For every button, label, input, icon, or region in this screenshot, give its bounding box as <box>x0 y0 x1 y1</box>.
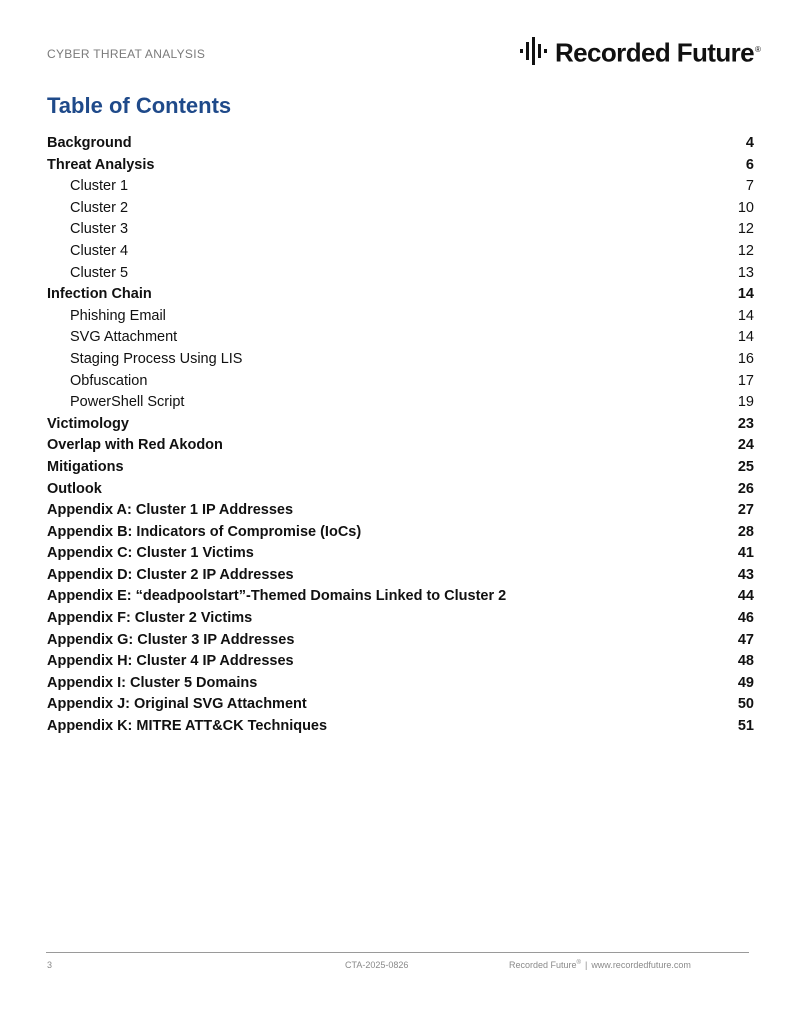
toc-entry-page: 19 <box>737 394 754 411</box>
toc-entry-label: Appendix K: MITRE ATT&CK Techniques <box>47 718 328 735</box>
toc-entry[interactable] <box>47 133 754 155</box>
toc-entry-page: 14 <box>737 307 754 324</box>
toc-entry[interactable] <box>47 263 754 285</box>
toc-entry-label: Threat Analysis <box>47 156 155 173</box>
toc-entry-label: Infection Chain <box>47 286 152 303</box>
toc-entry[interactable] <box>47 716 754 738</box>
footer-document-code: CTA-2025-0826 <box>345 960 409 970</box>
footer-brand-mark: ® <box>576 960 581 966</box>
toc-entry[interactable] <box>47 673 754 695</box>
toc-entry[interactable] <box>47 327 754 349</box>
footer-url: www.recordedfuture.com <box>591 960 691 970</box>
toc-entry-page: 47 <box>737 631 754 648</box>
toc-entry[interactable] <box>47 457 754 479</box>
toc-entry[interactable] <box>47 284 754 306</box>
footer-brand-name: Recorded Future <box>509 960 577 970</box>
toc-entry-label: Cluster 4 <box>70 242 129 259</box>
logo-wordmark: Recorded Future® <box>555 37 761 68</box>
header-section-label: CYBER THREAT ANALYSIS <box>47 47 206 61</box>
toc-entry-page: 4 <box>745 135 754 151</box>
toc-entry[interactable] <box>47 586 754 608</box>
toc-entry-label: Appendix F: Cluster 2 Victims <box>47 610 253 627</box>
toc-entry-page: 14 <box>737 329 754 346</box>
toc-entry-page: 10 <box>737 199 754 216</box>
page-title: Table of Contents <box>47 93 232 118</box>
logo-mark-icon <box>519 37 549 65</box>
toc-entry[interactable] <box>47 651 754 673</box>
toc-entry-label: Appendix H: Cluster 4 IP Addresses <box>47 653 294 670</box>
toc-entry-label: Victimology <box>47 415 129 432</box>
toc-entry-page: 50 <box>737 696 754 713</box>
toc-entry-page: 27 <box>737 502 754 519</box>
toc-entry[interactable] <box>47 155 754 177</box>
toc-entry[interactable] <box>47 414 754 436</box>
toc-entry-label: Cluster 3 <box>70 221 129 238</box>
toc-entry-label: Cluster 2 <box>70 199 129 216</box>
toc-entry-page: 7 <box>745 178 754 195</box>
toc-entry[interactable] <box>47 479 754 501</box>
toc-entry[interactable] <box>47 543 754 565</box>
toc-entry-page: 44 <box>737 588 754 605</box>
toc-entry[interactable] <box>47 306 754 328</box>
toc-entry[interactable] <box>47 241 754 263</box>
toc-entry[interactable] <box>47 500 754 522</box>
toc-entry-label: Appendix E: “deadpoolstart”-Themed Domains Linked to Cluster 2 <box>47 588 507 605</box>
footer-separator: | <box>584 960 588 970</box>
toc-entry[interactable] <box>47 392 754 414</box>
toc-entry[interactable] <box>47 198 754 220</box>
toc-entry-label: Appendix I: Cluster 5 Domains <box>47 674 258 691</box>
toc-entry[interactable] <box>47 522 754 544</box>
toc-entry[interactable] <box>47 371 754 393</box>
toc-entry-page: 13 <box>737 264 754 281</box>
footer-divider <box>46 952 749 953</box>
toc-entry-page: 48 <box>737 653 754 670</box>
toc-entry[interactable] <box>47 219 754 241</box>
toc-entry-page: 25 <box>737 458 754 475</box>
toc-entry-label: Phishing Email <box>70 307 166 324</box>
toc-entry-page: 12 <box>737 242 754 259</box>
toc-entry-label: Appendix C: Cluster 1 Victims <box>47 545 254 562</box>
toc-entry[interactable] <box>47 630 754 652</box>
toc-entry-page: 12 <box>737 221 754 238</box>
toc-entry-page: 26 <box>737 480 754 497</box>
footer-brand <box>509 960 691 970</box>
footer-page-number: 3 <box>47 960 53 970</box>
recorded-future-logo <box>519 36 760 66</box>
toc-entry[interactable] <box>47 349 754 371</box>
toc-entry-page: 46 <box>737 610 754 627</box>
toc-entry-label: Mitigations <box>47 458 124 475</box>
toc-entry-page: 24 <box>737 437 754 454</box>
toc-entry[interactable] <box>47 608 754 630</box>
toc-entry-page: 6 <box>745 156 754 173</box>
table-of-contents <box>47 133 754 738</box>
toc-entry-label: PowerShell Script <box>70 394 185 411</box>
toc-entry-page: 43 <box>737 566 754 583</box>
toc-entry-label: Overlap with Red Akodon <box>47 437 223 454</box>
toc-entry[interactable] <box>47 176 754 198</box>
toc-entry-page: 49 <box>737 674 754 691</box>
toc-entry-label: Appendix B: Indicators of Compromise (IoCs) <box>47 523 362 540</box>
toc-entry-label: Appendix A: Cluster 1 IP Addresses <box>47 502 294 519</box>
toc-entry-label: Staging Process Using LIS <box>70 350 243 367</box>
toc-entry-page: 23 <box>737 415 754 432</box>
toc-entry-label: Appendix G: Cluster 3 IP Addresses <box>47 631 295 648</box>
toc-entry-label: Outlook <box>47 480 102 497</box>
toc-entry[interactable] <box>47 435 754 457</box>
toc-entry[interactable] <box>47 565 754 587</box>
toc-entry-page: 51 <box>737 718 754 735</box>
toc-entry-label: Appendix J: Original SVG Attachment <box>47 696 307 713</box>
toc-entry-label: SVG Attachment <box>70 329 178 346</box>
toc-entry-page: 16 <box>737 350 754 367</box>
toc-entry-label: Cluster 1 <box>70 178 129 195</box>
toc-entry-label: Background <box>47 135 132 151</box>
toc-entry-label: Appendix D: Cluster 2 IP Addresses <box>47 566 294 583</box>
toc-entry-page: 41 <box>737 545 754 562</box>
toc-entry-label: Obfuscation <box>70 372 148 389</box>
toc-entry-page: 28 <box>737 523 754 540</box>
toc-entry-page: 17 <box>737 372 754 389</box>
toc-entry-label: Cluster 5 <box>70 264 129 281</box>
toc-entry-page: 14 <box>737 286 754 303</box>
toc-entry[interactable] <box>47 694 754 716</box>
